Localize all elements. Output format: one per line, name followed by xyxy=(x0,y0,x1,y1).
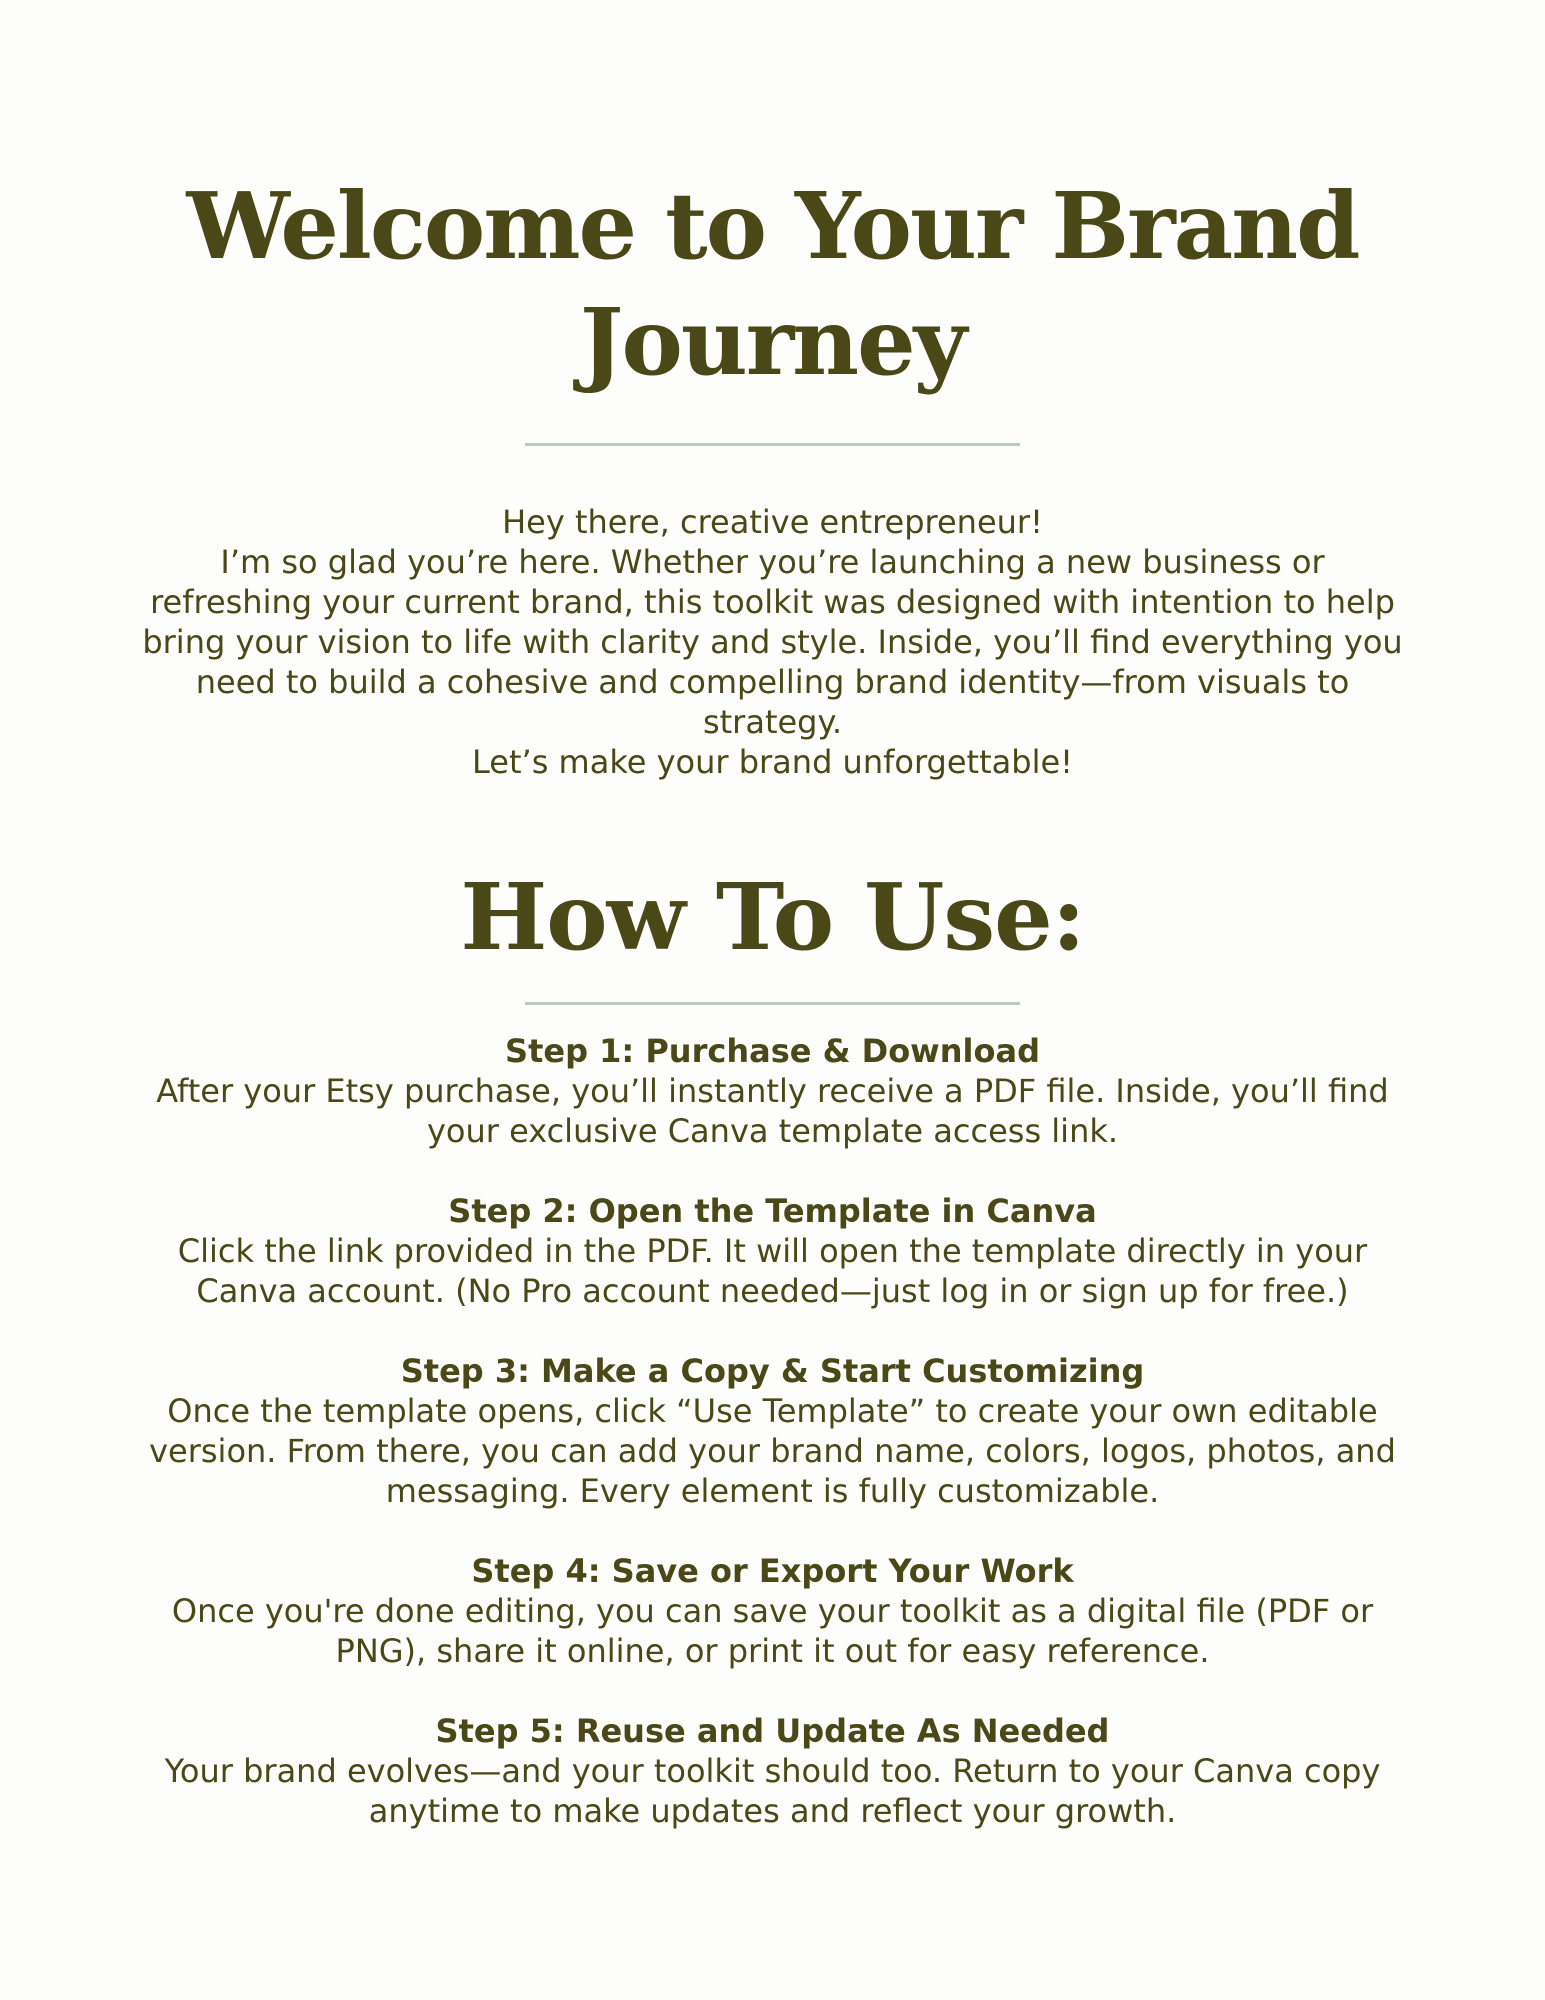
step-4-body: Once you're done editing, you can save your toolkit as a digital file (PDF or PNG), share it online, or print it out for easy reference. xyxy=(171,1592,1374,1670)
step-2-title: Step 2: Open the Template in Canva xyxy=(448,1192,1097,1230)
step-2-body: Click the link provided in the PDF. It will open the template directly in your Canva account. (No Pro account needed—just log in or sign up for free.) xyxy=(177,1232,1368,1310)
step-4-title: Step 4: Save or Export Your Work xyxy=(471,1552,1074,1590)
step-3 xyxy=(140,1351,1405,1511)
step-3-title: Step 3: Make a Copy & Start Customizing xyxy=(400,1352,1145,1390)
title-divider xyxy=(525,443,1020,446)
how-to-title: How To Use: xyxy=(460,863,1085,971)
step-3-body: Once the template opens, click “Use Template” to create your own editable version. From there, you can add your brand name, colors, logos, photos, and messaging. Every element is fully customizable. xyxy=(149,1392,1396,1510)
step-1 xyxy=(140,1031,1405,1151)
step-2 xyxy=(140,1191,1405,1311)
step-5 xyxy=(140,1711,1405,1831)
steps-list xyxy=(140,1031,1405,1871)
intro-section xyxy=(140,502,1405,782)
how-to-divider xyxy=(525,1002,1020,1005)
step-5-title: Step 5: Reuse and Update As Needed xyxy=(435,1712,1110,1750)
intro-greeting: Hey there, creative entrepreneur! xyxy=(502,503,1043,541)
step-4 xyxy=(140,1551,1405,1671)
page-title: Welcome to Your Brand Journey xyxy=(186,172,1359,396)
step-1-body: After your Etsy purchase, you’ll instantly receive a PDF file. Inside, you’ll find your exclusive Canva template access link. xyxy=(156,1072,1389,1150)
intro-body: I’m so glad you’re here. Whether you’re launching a new business or refreshing your current brand, this toolkit was designed with intention to help bring your vision to life with clarity and style. Inside, you’ll find everything you need to build a cohesive and compelling brand identity—from visuals to strategy. xyxy=(142,543,1403,741)
step-1-title: Step 1: Purchase & Download xyxy=(505,1032,1040,1070)
step-5-body: Your brand evolves—and your toolkit should too. Return to your Canva copy anytime to make updates and reflect your growth. xyxy=(164,1752,1381,1830)
intro-closing: Let’s make your brand unforgettable! xyxy=(472,743,1073,781)
